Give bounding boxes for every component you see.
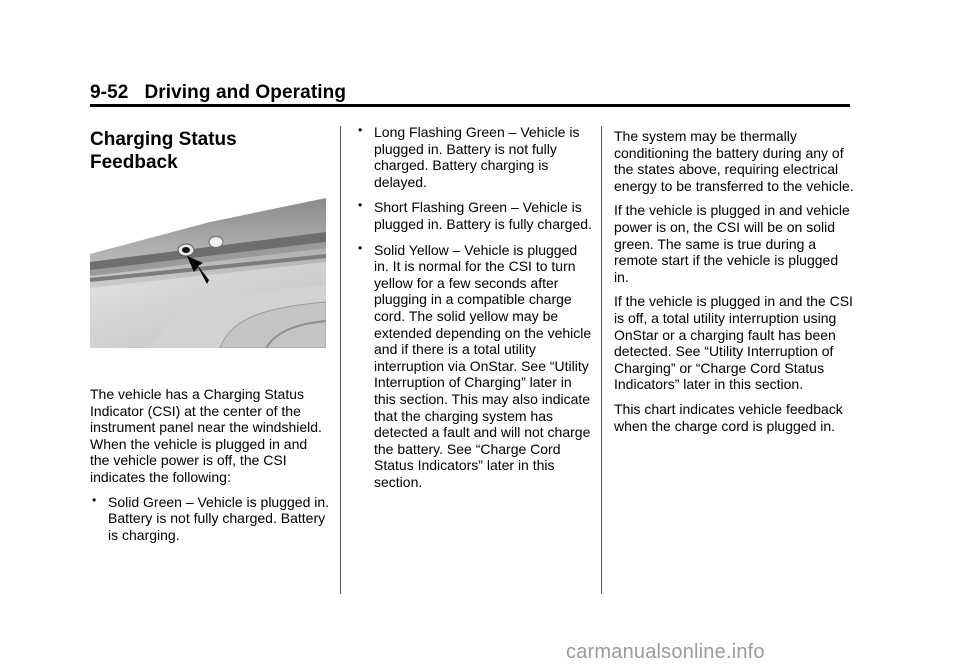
bullet-icon: • (358, 123, 363, 137)
section-heading: Charging Status Feedback (90, 129, 237, 173)
watermark: carmanualsonline.info (566, 641, 765, 663)
bullet-icon: • (358, 240, 363, 255)
column-1 (90, 128, 330, 552)
page-header (90, 82, 346, 104)
intro-paragraph: The vehicle has a Charging Status Indicator (CSI) at the center of the instrument panel near the windshield. When the vehicle is plugged in and the vehicle power is off, the CSI indicates the following: (90, 386, 322, 485)
section-title: Driving and Operating (144, 82, 347, 103)
column-divider-left (340, 126, 341, 594)
list-item: • Short Flashing Green – Vehicle is plugged in. Battery is fully charged. (358, 198, 592, 232)
paragraph: If the vehicle is plugged in and vehicle power is on, the CSI will be on solid green. The same is true during a remote start if the vehicle is plugged in. (614, 202, 850, 285)
header-rule (90, 104, 850, 107)
paragraph: If the vehicle is plugged in and the CSI is off, a total utility interruption using OnStar or a charging fault has been detected. See “Utility Interruption of Charging” or “Charge Cord Status Indicators” later in this section. (614, 293, 853, 393)
column-2 (356, 124, 592, 499)
bullet-icon: • (92, 492, 97, 507)
instrument-panel-illustration (90, 192, 326, 348)
list-item: • Long Flashing Green – Vehicle is plugged in. Battery is not fully charged. Battery charging is delayed. (358, 123, 580, 190)
status-list-2 (356, 124, 592, 490)
page-number: 9-52 (90, 82, 129, 103)
paragraph: The system may be thermally conditioning the battery during any of the states above, requiring electrical energy to be transferred to the vehicle. (614, 128, 854, 194)
column-divider-right (601, 126, 602, 594)
list-item: • Solid Green – Vehicle is plugged in. Battery is not fully charged. Battery is charging. (92, 492, 330, 543)
paragraph: This chart indicates vehicle feedback when the charge cord is plugged in. (614, 400, 843, 434)
status-list-1 (90, 494, 330, 544)
list-item: • Solid Yellow – Vehicle is plugged in. It is normal for the CSI to turn yellow for a few seconds after plugging in a compatible charge cord. The solid yellow may be extended depending on the vehicle and if there is a total utility interruption via OnStar. See “Utility Interruption of Charging” later in this section. This may also indicate that the charging system has detected a fault and will not charge the battery. See “Charge Cord Status Indicators” later in this section. (358, 240, 592, 490)
column-3 (614, 128, 854, 442)
bullet-icon: • (358, 198, 363, 213)
